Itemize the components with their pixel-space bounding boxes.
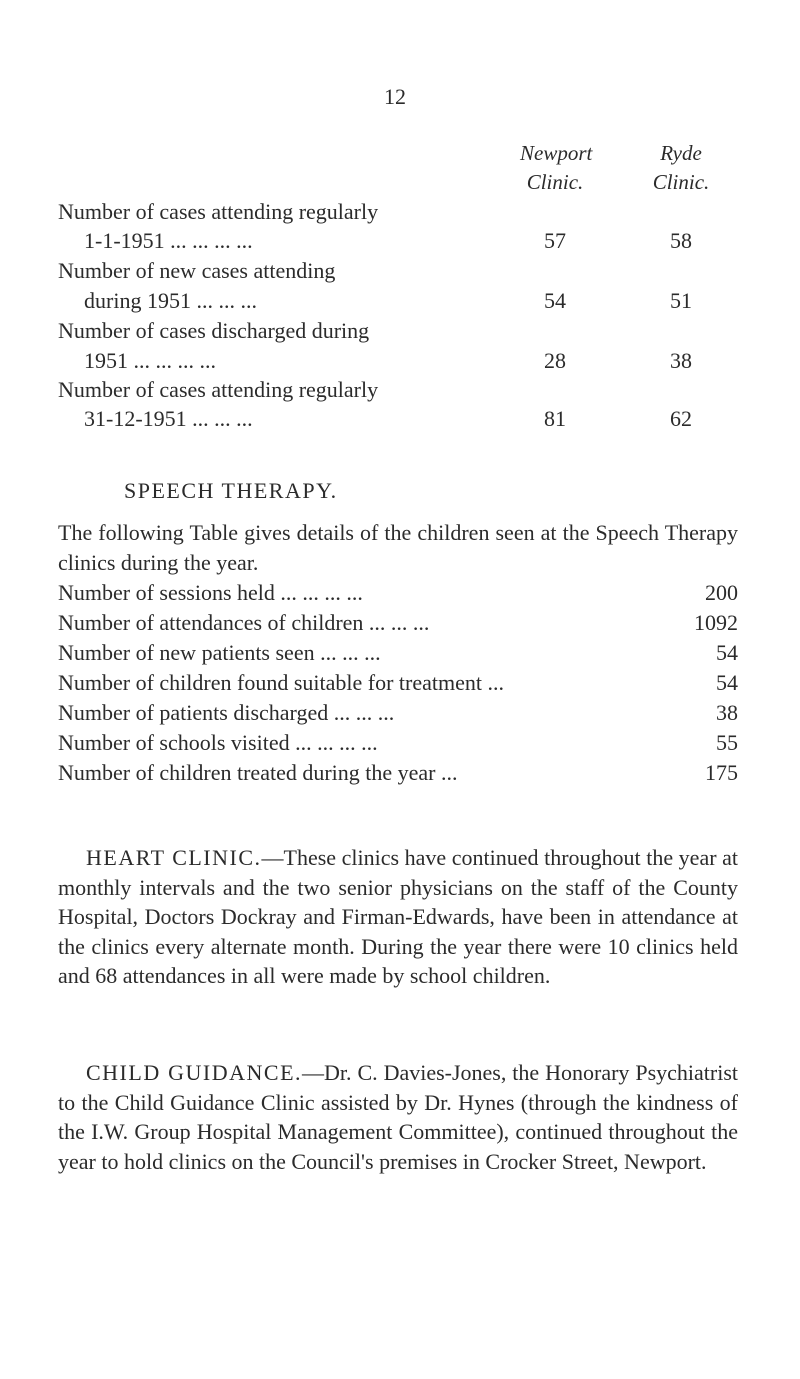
child-guidance-paragraph — [58, 1058, 738, 1176]
col-header-newport-line2: Clinic. — [526, 170, 584, 194]
list-item-value: 54 — [716, 640, 738, 665]
list-item-label: Number of schools visited ... ... ... ... — [58, 730, 378, 755]
table-cell-ryde: 62 — [670, 406, 692, 431]
table-cell-ryde: 51 — [670, 288, 692, 313]
table-row-label: Number of cases attending regularly — [58, 377, 379, 402]
list-item-value: 175 — [705, 760, 738, 785]
list-item-label: Number of new patients seen ... ... ... — [58, 640, 381, 665]
speech-therapy-intro: The following Table gives details of the children seen at the Speech Therapy clinics during the year. — [58, 520, 738, 575]
list-item-value: 55 — [716, 730, 738, 755]
list-item-label: Number of children treated during the year ... — [58, 760, 458, 785]
table-row-label: 1-1-1951 ... ... ... ... — [84, 228, 253, 253]
list-item-value: 1092 — [694, 610, 738, 635]
col-header-ryde-line1: Ryde — [660, 141, 702, 165]
table-cell-ryde: 38 — [670, 348, 692, 373]
table-cell-newport: 81 — [544, 406, 566, 431]
heart-clinic-heading: HEART CLINIC. — [86, 845, 262, 870]
heart-clinic-paragraph — [58, 843, 738, 991]
table-row-label: Number of new cases attending — [58, 258, 336, 283]
list-item-value: 38 — [716, 700, 738, 725]
list-item-label: Number of sessions held ... ... ... ... — [58, 580, 363, 605]
list-item-label: Number of children found suitable for treatment ... — [58, 670, 504, 695]
child-guidance-heading: CHILD GUIDANCE. — [86, 1060, 303, 1085]
col-header-ryde-line2: Clinic. — [652, 170, 710, 194]
col-header-newport-line1: Newport — [520, 141, 593, 165]
table-row-label: Number of cases attending regularly — [58, 199, 379, 224]
table-row-label: Number of cases discharged during — [58, 318, 370, 343]
list-item-value: 54 — [716, 670, 738, 695]
heart-clinic-text: —These clinics have continued throughout the year at monthly intervals and the two senior physicians on the staff of the County Hospital, Doctors Dockray and Firman-Edwards, have been in attendance at the clinics every alternate month. During the year there were 10 clinics held and 68 attendances in all were made by school children. — [58, 845, 738, 988]
table-row-label: during 1951 ... ... ... — [84, 288, 257, 313]
list-item-label: Number of patients discharged ... ... ... — [58, 700, 395, 725]
table-cell-newport: 28 — [544, 348, 566, 373]
list-item-value: 200 — [705, 580, 738, 605]
child-guidance-text: —Dr. C. Davies-Jones, the Honorary Psychiatrist to the Child Guidance Clinic assisted by Dr. Hynes (through the kindness of the I.W. Group Hospital Management Committee), continued throughout the year to hold clinics on the Council's premises in Crocker Street, Newport. — [58, 1060, 739, 1174]
page-number: 12 — [384, 84, 406, 109]
table-row-label: 1951 ... ... ... ... — [84, 348, 216, 373]
table-cell-newport: 54 — [544, 288, 566, 313]
table-row-label: 31-12-1951 ... ... ... — [84, 406, 253, 431]
table-cell-newport: 57 — [544, 228, 566, 253]
table-cell-ryde: 58 — [670, 228, 692, 253]
speech-therapy-heading: SPEECH THERAPY. — [124, 478, 338, 503]
list-item-label: Number of attendances of children ... ... ... — [58, 610, 430, 635]
